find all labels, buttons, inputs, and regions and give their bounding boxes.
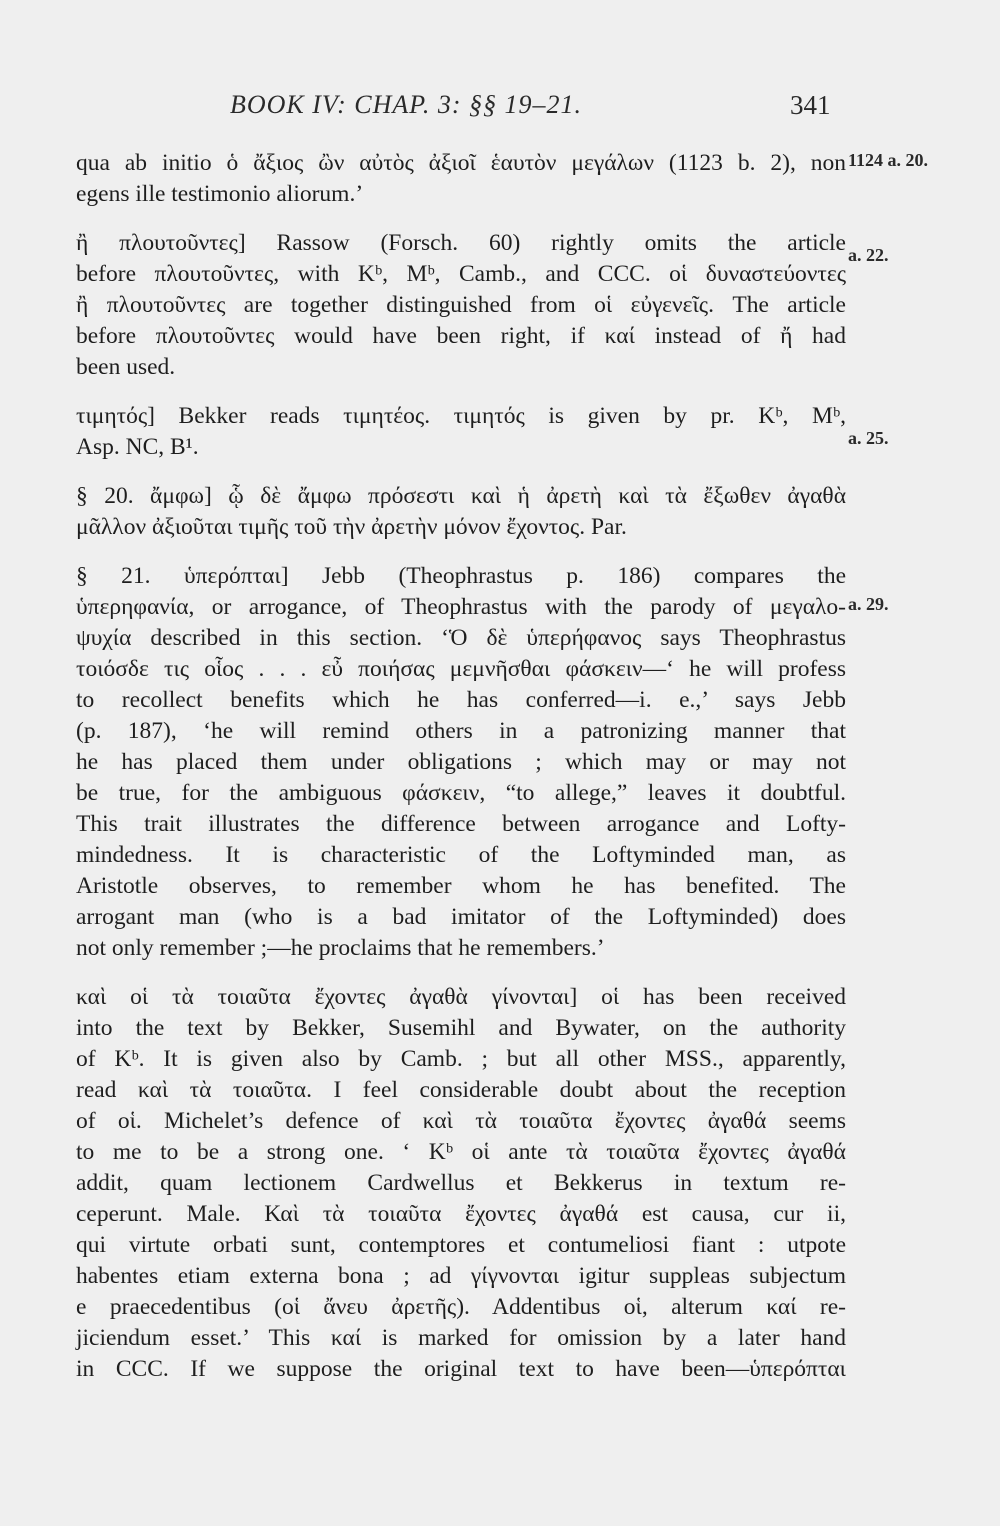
text-line: before πλουτοῦντες would have been right, if καί instead of ἤ had bbox=[76, 323, 846, 349]
text-line: Aristotle observes, to remember whom he has benefited. The bbox=[76, 873, 846, 899]
text-line: ὑπερηφανία, or arrogance, of Theophrastus with the parody of μεγαλο- bbox=[76, 594, 846, 620]
text-line: been used. bbox=[76, 354, 176, 380]
text-line: mindedness. It is characteristic of the Loftyminded man, as bbox=[76, 842, 846, 868]
text-line: egens ille testimonio aliorum.’ bbox=[76, 181, 364, 207]
margin-note-a25: a. 25. bbox=[848, 428, 889, 448]
text-line: ceperunt. Male. Καὶ τὰ τοιαῦτα ἔχοντες ἀγαθά est causa, cur ii, bbox=[76, 1201, 846, 1227]
text-line: arrogant man (who is a bad imitator of the Loftyminded) does bbox=[76, 904, 846, 930]
text-line: qua ab initio ὁ ἄξιος ὢν αὐτὸς ἀξιοῖ ἑαυτὸν μεγάλων (1123 b. 2), non bbox=[76, 150, 846, 176]
text-line: addit, quam lectionem Cardwellus et Bekkerus in textum re- bbox=[76, 1170, 846, 1196]
text-line: into the text by Bekker, Susemihl and Bywater, on the authority bbox=[76, 1015, 846, 1041]
text-line: τοιόσδε τις οἷος . . . εὖ ποιήσας μεμνῆσθαι φάσκειν—‘ he will profess bbox=[76, 656, 846, 682]
margin-note-1124a20: 1124 a. 20. bbox=[848, 150, 929, 170]
text-line: ἢ πλουτοῦντες] Rassow (Forsch. 60) rightly omits the article bbox=[76, 230, 846, 256]
paragraph-kai-hoi bbox=[76, 982, 858, 1385]
text-line: not only remember ;—he proclaims that he remembers.’ bbox=[76, 935, 605, 961]
text-line: be true, for the ambiguous φάσκειν, “to allege,” leaves it doubtful. bbox=[76, 780, 846, 806]
text-line: before πλουτοῦντες, with Kᵇ, Mᵇ, Camb., and CCC. οἱ δυναστεύοντες bbox=[76, 261, 846, 287]
text-line: e praecedentibus (οἱ ἄνευ ἀρετῆς). Addentibus οἱ, alterum καί re- bbox=[76, 1294, 846, 1320]
text-line: (p. 187), ‘he will remind others in a patronizing manner that bbox=[76, 718, 846, 744]
text-line: to recollect benefits which he has conferred—i. e.,’ says Jebb bbox=[76, 687, 846, 713]
margin-note-a29: a. 29. bbox=[848, 594, 889, 614]
text-line: read καὶ τὰ τοιαῦτα. I feel considerable doubt about the reception bbox=[76, 1077, 846, 1103]
running-head: BOOK IV: CHAP. 3: §§ 19–21. bbox=[230, 90, 582, 119]
text-line: μᾶλλον ἀξιοῦται τιμῆς τοῦ τὴν ἀρετὴν μόνον ἔχοντος. Par. bbox=[76, 514, 627, 540]
text-line: § 21. ὑπερόπται] Jebb (Theophrastus p. 186) compares the bbox=[76, 563, 846, 589]
text-line: jiciendum esset.’ This καί is marked for omission by a later hand bbox=[76, 1325, 846, 1351]
paragraph-timetos bbox=[76, 401, 858, 463]
paragraph-section-20 bbox=[76, 481, 858, 543]
text-line: καὶ οἱ τὰ τοιαῦτα ἔχοντες ἀγαθὰ γίνονται] οἱ has been received bbox=[76, 984, 846, 1010]
text-line: qui virtute orbati sunt, contemptores et contumeliosi fiant : utpote bbox=[76, 1232, 846, 1258]
text-line: This trait illustrates the difference between arrogance and Lofty- bbox=[76, 811, 846, 837]
text-line: § 20. ἄμφω] ᾧ δὲ ἄμφω πρόσεστι καὶ ἡ ἀρετὴ καὶ τὰ ἔξωθεν ἀγαθὰ bbox=[76, 483, 846, 509]
text-line: of οἱ. Michelet’s defence of καὶ τὰ τοιαῦτα ἔχοντες ἀγαθά seems bbox=[76, 1108, 846, 1134]
page-header bbox=[0, 90, 1000, 130]
page-number: 341 bbox=[790, 90, 831, 120]
text-line: ἢ πλουτοῦντες are together distinguished from οἱ εὐγενεῖς. The article bbox=[76, 292, 846, 318]
text-line: ψυχία described in this section. ‘Ὁ δὲ ὑπερήφανος says Theophrastus bbox=[76, 625, 846, 651]
text-line: he has placed them under obligations ; which may or may not bbox=[76, 749, 846, 775]
text-line: τιμητός] Bekker reads τιμητέος. τιμητός is given by pr. Kᵇ, Mᵇ, bbox=[76, 403, 846, 429]
text-line: habentes etiam externa bona ; ad γίγνονται igitur suppleas subjectum bbox=[76, 1263, 846, 1289]
paragraph-section-21 bbox=[76, 561, 858, 964]
body-text bbox=[76, 148, 858, 1403]
text-line: of Kᵇ. It is given also by Camb. ; but all other MSS., apparently, bbox=[76, 1046, 846, 1072]
text-line: in CCC. If we suppose the original text to have been—ὑπερόπται bbox=[76, 1356, 846, 1382]
text-line: Asp. NC, B¹. bbox=[76, 434, 199, 460]
paragraph-ploutountes bbox=[76, 228, 858, 383]
text-line: to me to be a strong one. ‘ Kᵇ οἱ ante τὰ τοιαῦτα ἔχοντες ἀγαθά bbox=[76, 1139, 846, 1165]
paragraph-quote-end bbox=[76, 148, 858, 210]
margin-note-a22: a. 22. bbox=[848, 245, 889, 265]
